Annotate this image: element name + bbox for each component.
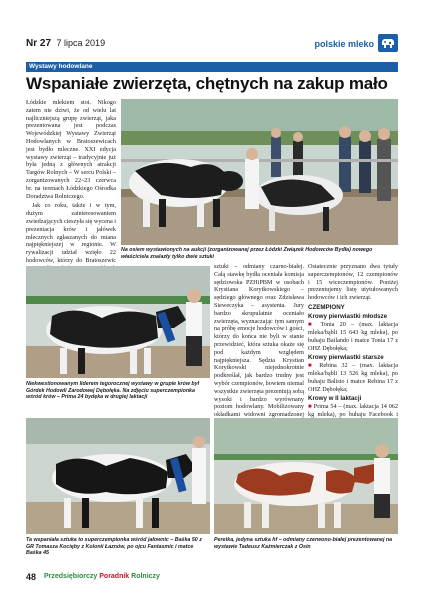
section-bar bbox=[26, 62, 398, 72]
photo-heifer-champion bbox=[26, 418, 210, 534]
result-entry-older bbox=[308, 362, 398, 394]
champion-cow-image bbox=[26, 266, 210, 378]
red-white-cow-image bbox=[214, 418, 398, 534]
photo-champion-caption: Niekwestionowanym liderem tegorocznej wystawy w grupie krów był Górdek Hodowli Zarodowej Dębołęka. Na zdjęciu superczempionka wśród krów – Prima 24 bydęka w drugiej laktacji bbox=[26, 381, 200, 401]
article-column-3 bbox=[214, 263, 304, 419]
photo-heifer-caption: Ta wspaniała sztuka to superczempionka wśród jałownic – Baśka 50 z GR Tomasza Kocięby z Kolonii Łaznów, po ojcu Fantasmic i matce Baśka 45 bbox=[26, 537, 202, 557]
issue-date: 7 lipca 2019 bbox=[56, 38, 106, 48]
group-title-young: Krowy pierwiastki młodsze bbox=[308, 312, 388, 320]
cow-logo-icon bbox=[378, 34, 398, 52]
result-entry-young bbox=[308, 321, 398, 353]
page-number: 48 bbox=[26, 572, 37, 582]
group-title-older: Krowy pierwiastki starsze bbox=[308, 353, 384, 361]
bullet-icon: ■ bbox=[308, 403, 314, 410]
paragraph-body: Jak co roku, także i w tym, dużym zainteresowaniem zwiedzających cieszyła się wycena i prezentacja krów i jałówek mlecznych zgłaszanych do miana najpiękniejszej w regionie. W rywalizacji udział wzięło 22 hodowców, którzy do Bratoszewic bbox=[26, 202, 117, 264]
article-headline: Wspaniałe zwierzęta, chętnych na zakup mało bbox=[26, 74, 388, 93]
bullet-icon: ■ bbox=[308, 362, 320, 369]
heifer-champion-image bbox=[26, 418, 210, 534]
photo-red-white-caption: Peretka, jedyna sztuka hf – odmiany czerwono-białej prezentowanej na wystawie Tadeusz Kaźmierczak z Osin bbox=[214, 537, 393, 550]
footer-brand-part2: Poradnik bbox=[99, 573, 132, 580]
issue-info bbox=[26, 38, 105, 49]
group-title-second: Krowy w II laktacji bbox=[308, 394, 362, 402]
brand-name: polskie mleko bbox=[314, 39, 374, 49]
paragraph-judging: sztuki – odmiany czarno-białej. Całą stawkę bydła oceniała komisja sędziowska PZHiPBM w osobach Krystiana Korytkowskiego – sędziego głównego oraz Zdzisława Sieweczyka – asystenta. Jury bardzo skrupulatnie oceniało zwierzęta, wyznaczając tym samym na próbę emocje hodowców i gości, którzy do końca nie byli w stanie przewidzieć, która sztuka okaże się pod każdym względem najpiękniejsza. Sędzia Krystian Korytkowski niejednokrotnie podkreślał, jak bardzo trudny jest wybór czempionów, bowiem niemal wszystkie zwierzęta prezentują sobą wysoki i bardzo wyrównany poziom hodowlany. Mobilizowany okładkami widowni zgromadzonej bbox=[214, 263, 304, 419]
article-column-1 bbox=[26, 99, 117, 264]
page-header bbox=[26, 34, 398, 56]
footer-brand bbox=[44, 573, 160, 580]
article-column-4 bbox=[308, 263, 399, 419]
footer-brand-part3: Rolniczy bbox=[131, 573, 160, 580]
issue-number: Nr 27 bbox=[26, 38, 52, 49]
section-label: Wystawy hodowlane bbox=[29, 63, 93, 70]
photo-auction-cows bbox=[121, 99, 398, 245]
footer-brand-part1: Przedsiębiorczy bbox=[44, 573, 100, 580]
results-heading: CZEMPIONY bbox=[308, 303, 345, 311]
page-footer bbox=[26, 570, 398, 584]
result-text-older: Rebina 32 – (max. laktacja mleka/bąbli 13 526 kg mleka), po buhaju Balisto i matce Rebina 17 z OHZ Dębołęka; bbox=[308, 361, 398, 393]
auction-cows-image bbox=[121, 99, 398, 245]
paragraph-summary: Ostatecznie przyznano dwa tytuły superczempionów, 12 czempionów i 15 wiceczempionów. Poniżej prezentujemy listę utytułowanych hodowców i ich zwierząt. bbox=[308, 263, 398, 302]
paragraph-intro: Łódzkie mlekiem stoi. Nikogo zatem nie dziwi, że od wielu lat najliczniejszą grupę zwierząt, jaka prezentowana jest podczas Wojewódzkiej Wystawy Zwierząt Hodowlanych w Bratoszewicach jest bydło mleczne. XXI edycja wystawy zwierząt – tradycyjnie już była jedną z głównych atrakcji Targów Rolnych – W sercu Polski – zorganizowanych 22–23 czerwca br. na terenach Łódzkiego Ośrodka Doradztwa Rolniczego. bbox=[26, 99, 116, 200]
photo-champion-cow bbox=[26, 266, 210, 378]
photo-auction-caption: Na osiem wystawionych na aukcji (zorganizowanej przez Łódzki Związek Hodowców Bydła) nowego właściciela znalazły tylko dwie sztuki bbox=[121, 247, 373, 260]
result-text-young: Tonia 20 – (max. laktacja mleka/bąbli 15 643 kg mleka), po buhaju Bailando i matce Tonia 17 z OHZ Dębołęka; bbox=[308, 320, 399, 352]
result-text-second: Prima 54 – (max. laktacja 14 062 kg mleka), po buhaju Facebook i bbox=[308, 402, 398, 419]
bullet-icon: ■ bbox=[308, 321, 321, 328]
photo-red-white-cow bbox=[214, 418, 398, 534]
